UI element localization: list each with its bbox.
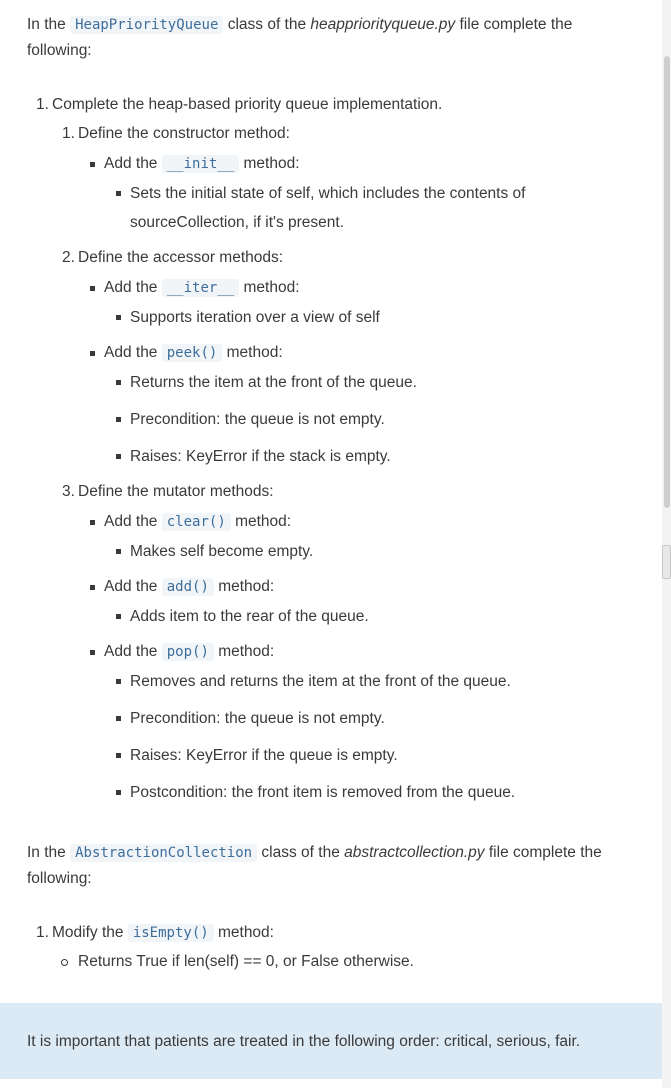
text: file complete the following: [27,844,602,887]
list-item [0,368,661,397]
list-item-text: Precondition: the queue is not empty. [130,710,385,727]
square-bullet-icon [116,716,121,721]
resize-handle-icon[interactable] [662,545,671,579]
list-item [0,639,661,665]
list-item-text: Returns the item at the front of the queue. [130,374,417,391]
text: Add the [104,643,162,660]
text: In the [27,844,71,861]
list-item [0,778,661,807]
square-bullet-icon [90,351,95,356]
text: method: [230,513,292,530]
list-item [0,275,661,301]
list-item [0,151,661,177]
text: Add the [104,344,162,361]
list-item [0,340,661,366]
square-bullet-icon [116,679,121,684]
text: Add the [104,578,162,595]
list-item-text: Adds item to the rear of the queue. [130,608,369,625]
list-number: 1. [36,924,49,941]
list-item-text: Define the mutator methods: [78,483,274,500]
list-item [0,442,661,471]
text: method: [213,578,275,595]
note-callout [0,1003,662,1079]
text: method: [213,924,274,941]
list-item [0,245,661,271]
text: method: [222,344,283,361]
list-item-text: Makes self become empty. [130,543,314,560]
inline-code: isEmpty() [128,924,214,942]
inline-code: add() [162,578,214,596]
square-bullet-icon [116,380,121,385]
inline-code: pop() [162,643,214,661]
square-bullet-icon [116,191,121,196]
circle-bullet-icon [61,959,68,966]
text: method: [213,643,275,660]
square-bullet-icon [90,650,95,655]
list-item [0,741,661,770]
list-item [0,920,661,946]
list-item [0,602,661,631]
list-number: 2. [62,249,75,266]
list-item-text: Postcondition: the front item is removed from the queue. [130,784,516,801]
square-bullet-icon [116,315,121,320]
list-item [0,303,661,332]
callout-text: It is important that patients are treated in the following order: critical, serious, fair. [27,1033,581,1050]
list-item-text: Returns True if len(self) == 0, or False otherwise. [78,953,414,970]
file-name: abstractcollection.py [344,844,485,861]
list-item [0,949,661,975]
list-item [0,574,661,600]
list-item [0,509,661,535]
square-bullet-icon [116,549,121,554]
text: Modify the [52,924,128,941]
text: method: [239,155,300,172]
list-item-text: Raises: KeyError if the queue is empty. [130,747,398,764]
intro-paragraph-abstract [0,840,661,892]
text: Add the [104,155,162,172]
inline-code: AbstractionCollection [70,844,257,862]
list-item-text: Raises: KeyError if the stack is empty. [130,448,391,465]
square-bullet-icon [90,585,95,590]
list-item [0,479,661,505]
list-item-text: Precondition: the queue is not empty. [130,411,385,428]
list-item [0,179,661,237]
square-bullet-icon [116,790,121,795]
scrollbar[interactable] [662,0,671,1088]
square-bullet-icon [90,520,95,525]
square-bullet-icon [90,162,95,167]
text: method: [239,279,300,296]
text: class of the [257,844,345,861]
square-bullet-icon [116,614,121,619]
heap-instructions-list [0,92,661,807]
text: class of the [223,16,311,33]
list-item-text: Complete the heap-based priority queue implementation. [52,96,443,113]
text: Add the [104,279,162,296]
scrollbar-thumb[interactable] [664,56,670,508]
inline-code: clear() [162,513,231,531]
list-item-text: Define the accessor methods: [78,249,284,266]
file-name: heappriorityqueue.py [310,16,456,33]
list-item-text: Supports iteration over a view of self [130,309,380,326]
inline-code: __iter__ [162,279,239,297]
list-item [0,667,661,696]
list-item-text: Define the constructor method: [78,125,290,142]
square-bullet-icon [90,286,95,291]
list-number: 3. [62,483,75,500]
square-bullet-icon [116,753,121,758]
list-number: 1. [62,125,75,142]
inline-code: HeapPriorityQueue [70,16,223,34]
list-item [0,121,661,147]
text: file complete the following: [27,16,573,59]
list-item [0,704,661,733]
square-bullet-icon [116,454,121,459]
list-number: 1. [36,96,49,113]
text: Add the [104,513,162,530]
list-item [0,405,661,434]
intro-paragraph-heap [0,12,661,64]
text: In the [27,16,71,33]
list-item-text: Sets the initial state of self, which includes the contents of sourceCollection, if it's present. [130,185,526,231]
list-item-text: Removes and returns the item at the front of the queue. [130,673,511,690]
list-item [0,92,661,118]
inline-code: peek() [162,344,223,362]
abstract-instructions-list [0,920,661,975]
list-item [0,537,661,566]
inline-code: __init__ [162,155,239,173]
square-bullet-icon [116,417,121,422]
